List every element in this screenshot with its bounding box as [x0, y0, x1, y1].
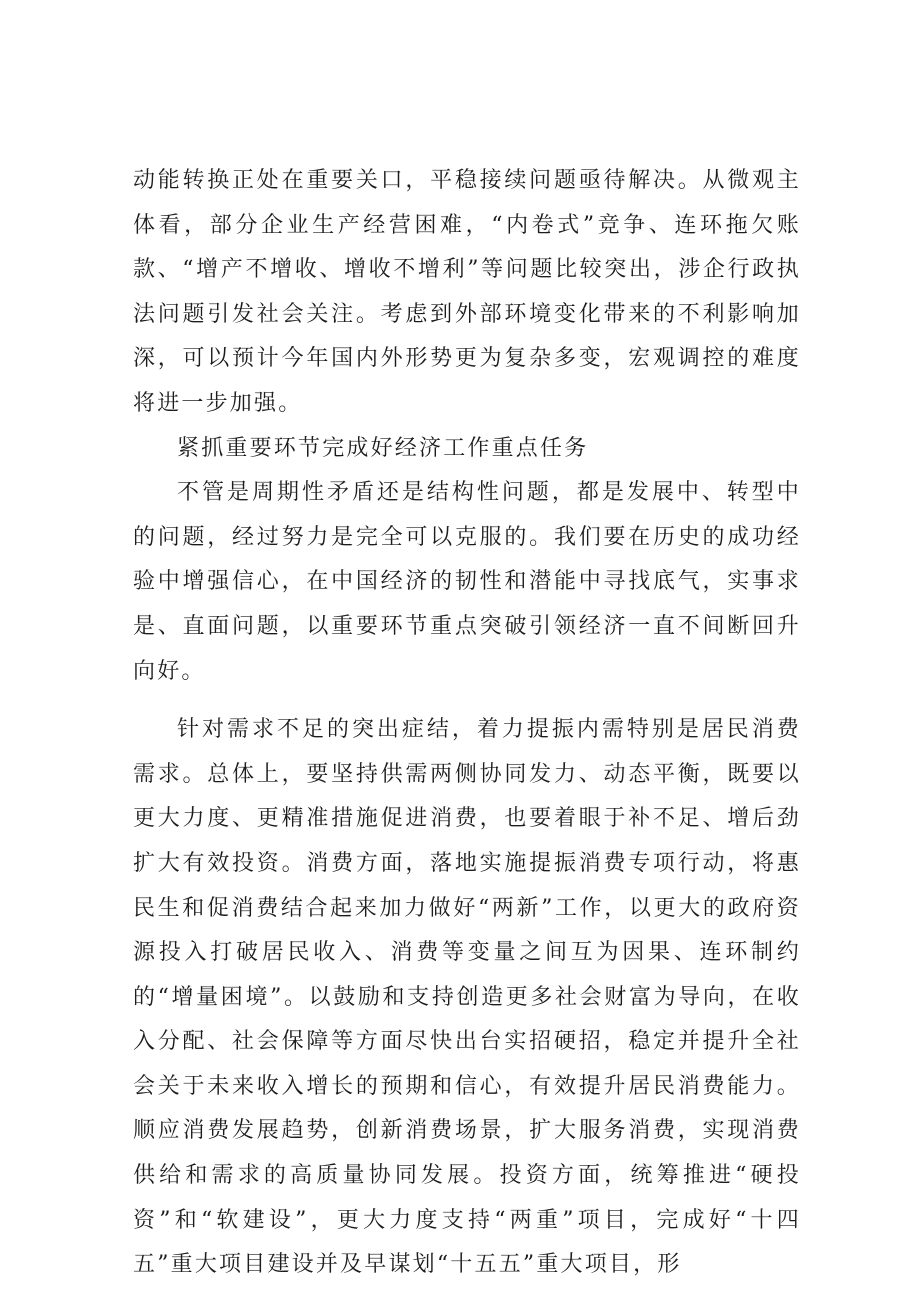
paragraph-overview: 不管是周期性矛盾还是结构性问题，都是发展中、转型中的问题，经过努力是完全可以克服的。我们要在历史的成功经验中增强信心，在中国经济的韧性和潜能中寻找底气，实事求是、直面问题，以重要环节重点突破引领经济一直不间断回升向好。	[133, 480, 801, 684]
document-body	[133, 159, 801, 1288]
paragraph-continuation: 动能转换正处在重要关口，平稳接续问题亟待解决。从微观主体看，部分企业生产经营困难，“内卷式”竞争、连环拖欠账款、“增产不增收、增收不增利”等问题比较突出，涉企行政执法问题引发社会关注。考虑到外部环境变化带来的不利影响加深，可以预计今年国内外形势更为复杂多变，宏观调控的难度将进一步加强。	[133, 168, 801, 416]
section-heading: 紧抓重要环节完成好经济工作重点任务	[177, 435, 589, 461]
paragraph-domestic-demand: 针对需求不足的突出症结，着力提振内需特别是居民消费需求。总体上，要坚持供需两侧协同发力、动态平衡，既要以更大力度、更精准措施促进消费，也要着眼于补不足、增后劲扩大有效投资。消费方面，落地实施提振消费专项行动，将惠民生和促消费结合起来加力做好“两新”工作，以更大的政府资源投入打破居民收入、消费等变量之间互为因果、连环制约的“增量困境”。以鼓励和支持创造更多社会财富为导向，在收入分配、社会保障等方面尽快出台实招硬招，稳定并提升全社会关于未来收入增长的预期和信心，有效提升居民消费能力。顺应消费发展趋势，创新消费场景，扩大服务消费，实现消费供给和需求的高质量协同发展。投资方面，统筹推进“硬投资”和“软建设”，更大力度支持“两重”项目，完成好“十四五”重大项目建设并及早谋划“十五五”重大项目，形	[133, 717, 801, 1278]
